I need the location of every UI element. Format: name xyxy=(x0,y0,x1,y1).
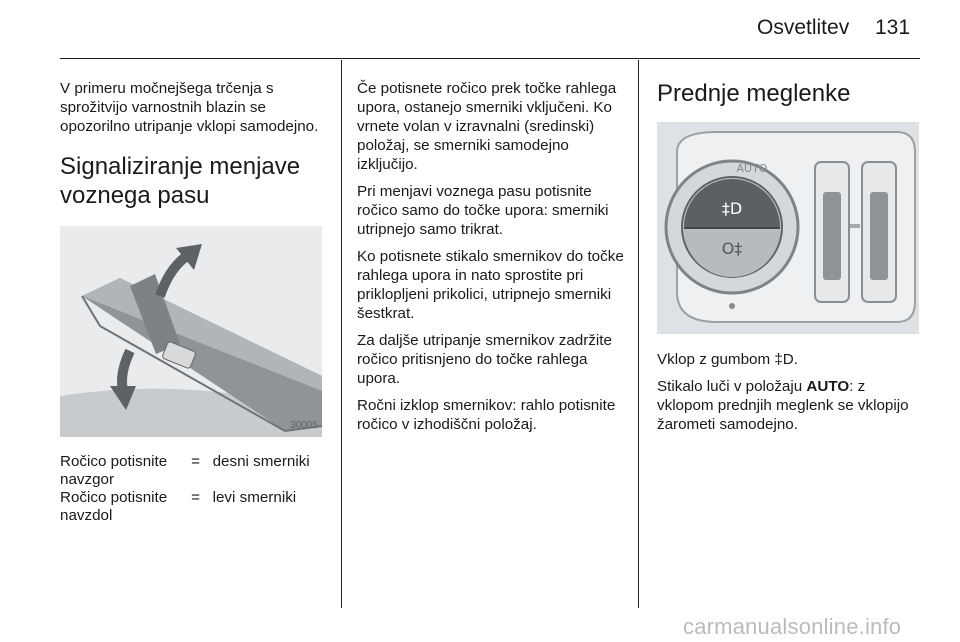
legend-row xyxy=(60,489,330,525)
column-right xyxy=(657,79,923,442)
legend-term: Ročico potisnite navzgor xyxy=(60,453,168,488)
paragraph: Za daljše utripanje smernikov zadržite ročico pritisnjeno do točke rahlega upora. xyxy=(357,332,612,387)
auto-position-paragraph xyxy=(657,377,923,434)
section-heading-lane-change: Signaliziranje menjave voznega pasu xyxy=(60,153,301,209)
svg-text:‡D: ‡D xyxy=(721,199,743,218)
column-middle xyxy=(357,79,627,442)
turn-signal-lever-illustration xyxy=(60,226,322,437)
column-divider xyxy=(341,60,342,608)
legend-list xyxy=(60,453,330,525)
text-span: : z vklopom prednjih meglenk se vklopijo žarometi samodejno. xyxy=(657,378,909,433)
paragraph: Ročni izklop smernikov: rahlo potisnite ročico v izhodiščni položaj. xyxy=(357,397,616,433)
page-header-title: Osvetlitev xyxy=(757,16,850,39)
paragraph: Če potisnete ročico prek točke rahlega upora, ostanejo smerniki vključeni. Ko vrnete volan v izravnalni (sredinski) položaj, se smerniki samodejno izključijo. xyxy=(357,80,617,173)
section-heading-fog-lights: Prednje meglenke xyxy=(657,80,851,107)
watermark: carmanualsonline.info xyxy=(683,614,902,639)
legend-definition: levi smerniki xyxy=(212,489,297,506)
text-span: Stikalo luči v položaju xyxy=(657,378,807,395)
legend-row xyxy=(60,453,330,489)
legend-equals: = xyxy=(191,453,200,470)
intro-paragraph: V primeru močnejšega trčenja s sprožitvijo varnostnih blazin se opozorilno utripanje vklopi samodejno. xyxy=(60,80,319,135)
legend-term: Ročico potisnite navzdol xyxy=(60,489,168,524)
paragraph: Ko potisnete stikalo smernikov do točke rahlega upora in nato sprostite pri priklopljeni prikolici, utripnejo smerniki šestkrat. xyxy=(357,248,624,322)
auto-label-bold: AUTO xyxy=(806,378,850,395)
light-switch-drawing xyxy=(657,122,919,334)
paragraph: Pri menjavi voznega pasu potisnite ročico samo do točke upora: smerniki utripnejo samo trikrat. xyxy=(357,183,609,238)
column-left xyxy=(60,79,330,525)
header-rule xyxy=(60,58,920,59)
legend-equals: = xyxy=(191,489,200,506)
figure-code: 30005 xyxy=(290,420,318,431)
column-divider xyxy=(638,60,639,608)
light-switch-illustration xyxy=(657,122,919,334)
fog-button-paragraph: Vklop z gumbom ‡D. xyxy=(657,351,798,368)
svg-text:AUTO: AUTO xyxy=(736,162,768,175)
lever-drawing xyxy=(60,226,322,437)
page-number: 131 xyxy=(875,16,911,39)
legend-definition: desni smerniki xyxy=(212,453,310,470)
svg-text:O‡: O‡ xyxy=(721,239,743,258)
